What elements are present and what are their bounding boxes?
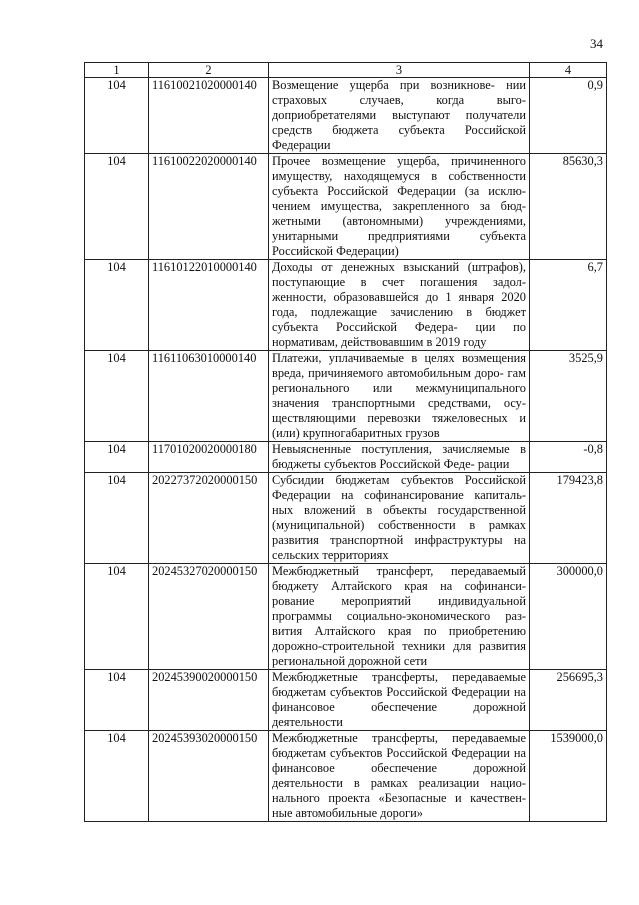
revenue-name-line: унитарными предприятиями субъекта [272, 229, 526, 243]
revenue-name-line: вреда, причиняемого автомобильным доро- [272, 366, 504, 380]
revenue-code-cell: 11610021020000140 [149, 78, 269, 154]
revenue-code-cell: 20245393020000150 [149, 731, 269, 822]
amount-cell: 85630,3 [530, 154, 607, 260]
section-code-cell: 104 [85, 351, 149, 442]
revenue-name-line: поступающие в счет погашения задол- [272, 275, 526, 289]
revenue-name-line: программы социально-экономического раз- [272, 609, 526, 623]
revenue-code-cell: 20245327020000150 [149, 564, 269, 670]
revenue-name-line: региональной дорожной сети [272, 654, 428, 668]
revenue-name-line: Федерации [272, 138, 331, 152]
section-code-cell: 104 [85, 154, 149, 260]
revenue-name-line: чением имущества, закрепленного за бюд- [272, 199, 526, 213]
revenue-name-line: деятельности в рамках реализации нацио- [272, 776, 526, 790]
revenue-name-cell [269, 351, 530, 442]
section-code-cell: 104 [85, 78, 149, 154]
revenue-name-line: бюджетам субъектов Российской Федерации [272, 685, 510, 699]
amount-cell: 256695,3 [530, 670, 607, 731]
table-header-row [85, 63, 607, 78]
revenue-name-line: сельских территориях [272, 548, 389, 562]
amount-cell: -0,8 [530, 442, 607, 473]
revenue-name-line: Межбюджетный трансферт, передаваемый [272, 564, 526, 578]
revenue-name-line: в бюджеты субъектов Российской Феде- [272, 442, 526, 471]
section-code-cell: 104 [85, 473, 149, 564]
revenue-code-cell: 11610022020000140 [149, 154, 269, 260]
revenue-name-line: средств бюджета субъекта Российской [272, 123, 526, 137]
table-row [85, 78, 607, 154]
revenue-name-line: рации [477, 457, 510, 471]
amount-cell: 6,7 [530, 260, 607, 351]
revenue-name-line: женности, образовавшейся до 1 января [272, 290, 495, 304]
amount-cell: 1539000,0 [530, 731, 607, 822]
revenue-name-line: Платежи, уплачиваемые в целях возмещения [272, 351, 526, 365]
revenue-code-cell: 20227372020000150 [149, 473, 269, 564]
revenue-code-cell: 20245390020000150 [149, 670, 269, 731]
revenue-name-line: Российской Федерации) [272, 244, 399, 258]
revenue-name-line: ции по нормативам, действовавшим [272, 320, 526, 349]
amount-cell: 179423,8 [530, 473, 607, 564]
revenue-name-line: жетными (автономными) учреждениями, [272, 214, 526, 228]
revenue-name-line: деятельности [272, 715, 343, 729]
revenue-name-line: имуществу, находящемуся в собственности [272, 169, 526, 183]
revenue-name-line: развития транспортной инфраструктуры на [272, 533, 526, 547]
revenue-code-cell: 11701020020000180 [149, 442, 269, 473]
revenue-name-line: ных вложений в объекты государственной [272, 503, 526, 517]
revenue-name-line: гам регионального или межмуниципального [272, 366, 526, 395]
amount-cell: 3525,9 [530, 351, 607, 442]
revenue-name-line: (муниципальной) собственности в рамках [272, 518, 526, 532]
revenue-name-line: субъекта Российской Федерации (за исклю- [272, 184, 526, 198]
revenue-name-cell [269, 78, 530, 154]
revenue-name-line: дорожно-строительной техники для развития [272, 639, 526, 653]
table-body [85, 78, 607, 822]
table-row [85, 154, 607, 260]
table-row [85, 473, 607, 564]
revenue-name-line: на финансовое обеспечение дорожной [272, 685, 526, 714]
table-row [85, 670, 607, 731]
revenue-name-line: ществляющими перевозки тяжеловесных и [272, 411, 526, 425]
revenue-name-line: Субсидии бюджетам субъектов Российской [272, 473, 526, 487]
revenue-code-cell: 11610122010000140 [149, 260, 269, 351]
revenue-name-line: доприобретателями выступают получатели [272, 108, 526, 122]
revenue-name-cell [269, 154, 530, 260]
revenue-name-line: значения транспортными средствами, осу- [272, 396, 526, 410]
column-header-3: 3 [269, 63, 530, 78]
revenue-name-cell [269, 442, 530, 473]
column-header-4: 4 [530, 63, 607, 78]
revenue-name-line: Прочее возмещение ущерба, причиненного [272, 154, 526, 168]
revenue-name-line: бюджетам субъектов Российской Федерации [272, 746, 510, 760]
revenue-name-line: на финансовое обеспечение дорожной [272, 746, 526, 775]
revenue-name-line: (или) крупногабаритных грузов [272, 426, 440, 440]
revenue-name-line: в бюджет субъекта Российской Федера- [272, 305, 526, 334]
section-code-cell: 104 [85, 564, 149, 670]
revenue-name-line: Невыясненные поступления, зачисляемые [272, 442, 510, 456]
section-code-cell: 104 [85, 731, 149, 822]
revenue-name-line: рование мероприятий индивидуальной [272, 594, 526, 608]
revenue-name-line: Межбюджетные трансферты, передаваемые [272, 670, 526, 684]
revenue-name-line: Федерации на софинансирование капиталь- [272, 488, 526, 502]
revenue-name-line: нального проекта «Безопасные и качествен- [272, 791, 526, 805]
revenue-name-line: нии страховых случаев, когда выго- [272, 78, 526, 107]
table-row [85, 351, 607, 442]
revenue-name-line: Доходы от денежных взысканий (штрафов), [272, 260, 526, 274]
revenue-name-cell [269, 564, 530, 670]
revenue-name-line: бюджету Алтайского края на софинанси- [272, 579, 526, 593]
revenue-name-line: ные автомобильные дороги» [272, 806, 423, 820]
revenue-code-cell: 11611063010000140 [149, 351, 269, 442]
revenue-name-cell [269, 473, 530, 564]
table-row [85, 260, 607, 351]
column-header-2: 2 [149, 63, 269, 78]
revenue-name-line: в 2019 году [426, 335, 487, 349]
table-row [85, 731, 607, 822]
page-number: 34 [590, 36, 603, 51]
revenue-table [84, 62, 607, 822]
section-code-cell: 104 [85, 260, 149, 351]
section-code-cell: 104 [85, 442, 149, 473]
amount-cell: 300000,0 [530, 564, 607, 670]
table-row [85, 442, 607, 473]
amount-cell: 0,9 [530, 78, 607, 154]
revenue-name-line: вития Алтайского края по приобретению [272, 624, 526, 638]
revenue-name-cell [269, 731, 530, 822]
revenue-name-cell [269, 670, 530, 731]
revenue-name-line: Возмещение ущерба при возникнове- [272, 78, 495, 92]
table-row [85, 564, 607, 670]
revenue-name-line: Межбюджетные трансферты, передаваемые [272, 731, 526, 745]
revenue-name-cell [269, 260, 530, 351]
revenue-name-line: 2020 года, подлежащие зачислению [272, 290, 526, 319]
column-header-1: 1 [85, 63, 149, 78]
section-code-cell: 104 [85, 670, 149, 731]
